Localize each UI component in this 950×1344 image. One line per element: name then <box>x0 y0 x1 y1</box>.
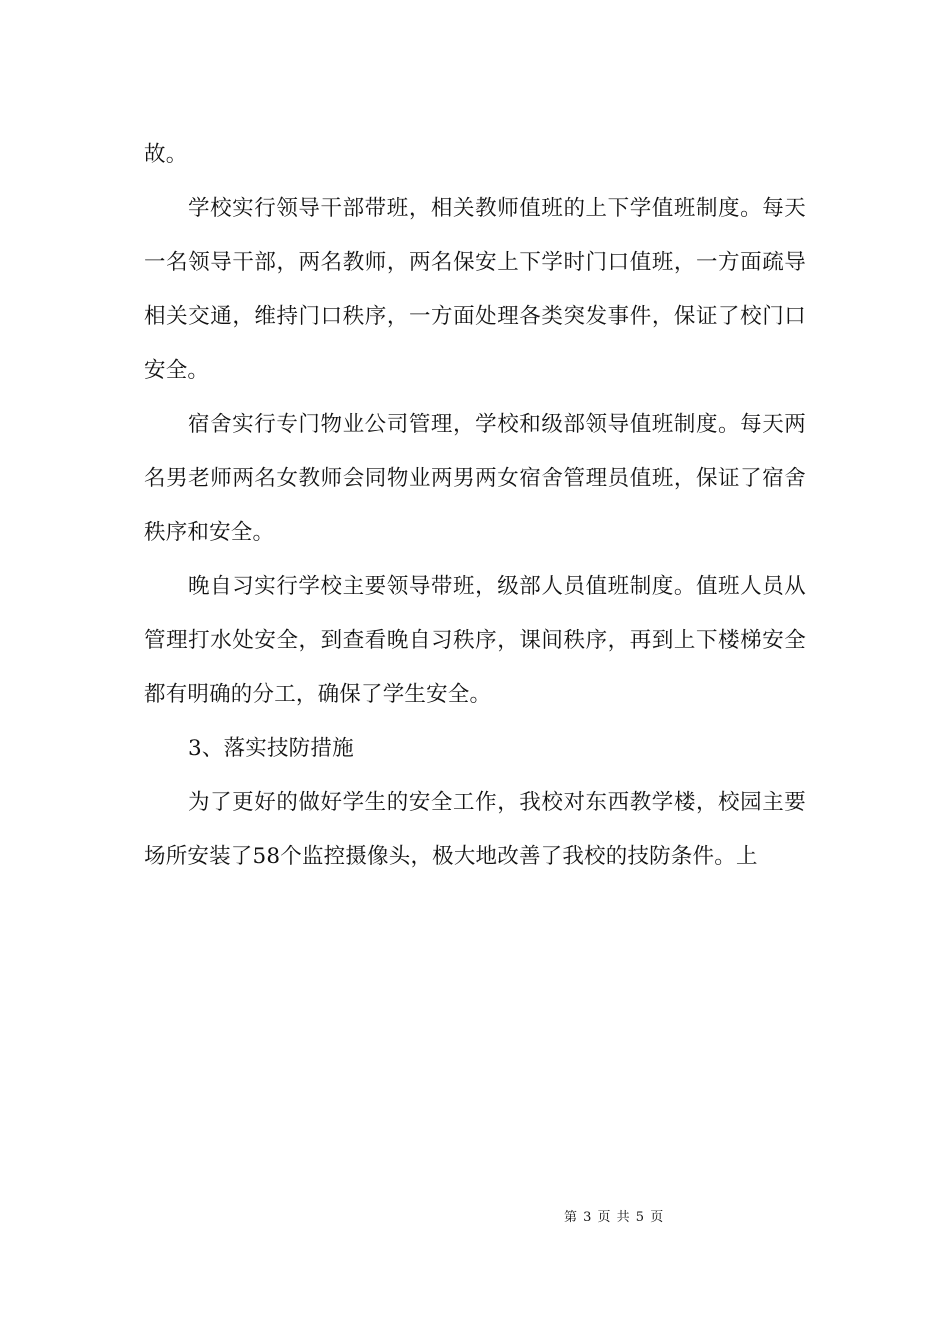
paragraph-3: 宿舍实行专门物业公司管理，学校和级部领导值班制度。每天两名男老师两名女教师会同物业两男两女宿舍管理员值班，保证了宿舍秩序和安全。 <box>144 412 806 545</box>
paragraph-1: 故。 <box>144 142 188 167</box>
section-heading: 3、落实技防措施 <box>188 736 354 761</box>
document-body <box>144 128 806 884</box>
paragraph-2: 学校实行领导干部带班，相关教师值班的上下学值班制度。每天一名领导干部，两名教师，两名保安上下学时门口值班，一方面疏导相关交通，维持门口秩序，一方面处理各类突发事件，保证了校门口安全。 <box>144 196 806 383</box>
paragraph-5: 为了更好的做好学生的安全工作，我校对东西教学楼，校园主要场所安装了58个监控摄像头，极大地改善了我校的技防条件。上 <box>144 790 806 869</box>
page-number-footer: 第 3 页 共 5 页 <box>564 1210 665 1225</box>
paragraph-4: 晚自习实行学校主要领导带班，级部人员值班制度。值班人员从管理打水处安全，到查看晚自习秩序，课间秩序，再到上下楼梯安全都有明确的分工，确保了学生安全。 <box>144 574 806 707</box>
